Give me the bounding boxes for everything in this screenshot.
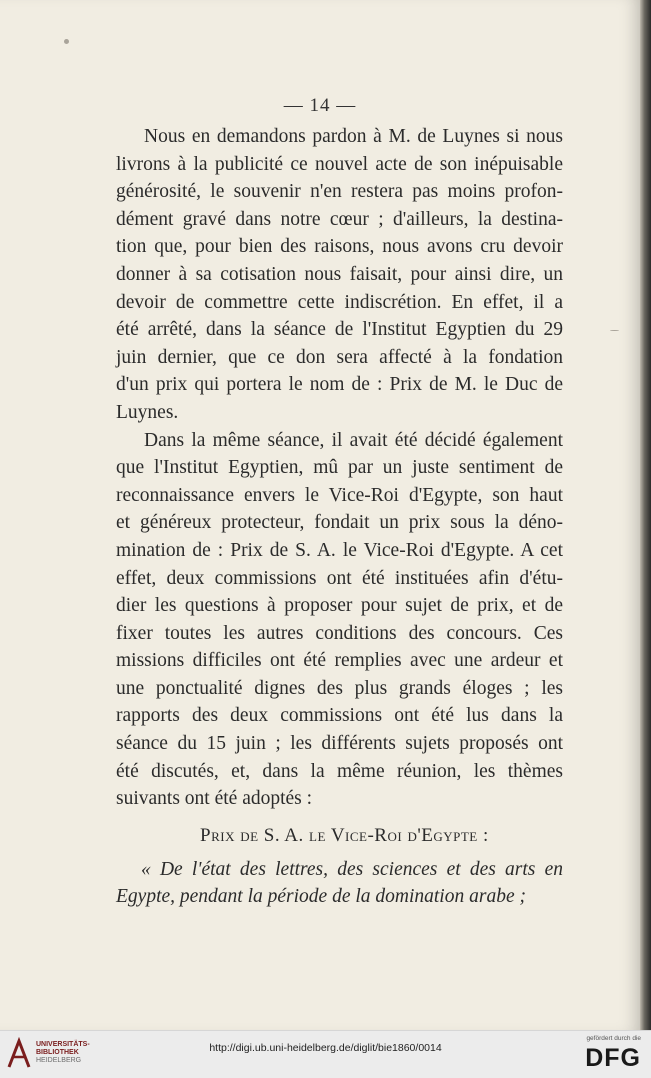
text-line: Nous en demandons pardon à M. de Luynes si nous <box>144 126 563 147</box>
permalink-url[interactable]: http://digi.ub.uni-heidelberg.de/diglit/bie1860/0014 <box>209 1042 442 1054</box>
italic-line: Egypte, pendant la période de la domination arabe ; <box>116 886 526 908</box>
library-name-line: UNIVERSITÄTS- <box>36 1041 90 1048</box>
body-text <box>116 123 563 911</box>
text-line: générosité, le souvenir n'en restera pas moins profon- <box>116 181 563 203</box>
text-line: livrons à la publicité ce nouvel acte de son inépuisable <box>116 153 563 175</box>
text-line: d'un prix qui portera le nom de : Prix de M. le Duc de <box>116 374 563 396</box>
book-gutter <box>640 0 651 1030</box>
text-line: missions difficiles ont été remplies avec une ardeur et <box>116 650 563 672</box>
dfg-logo[interactable]: DFG <box>585 1044 641 1072</box>
text-line: devoir de commettre cette indiscrétion. En effet, il a <box>116 291 563 313</box>
library-name-line: HEIDELBERG <box>36 1057 82 1064</box>
text-line: que l'Institut Egyptien, mû par un juste sentiment de <box>116 457 563 479</box>
text-line: mination de : Prix de S. A. le Vice-Roi d'Egypte. A cet <box>116 539 563 561</box>
text-line: suivants ont été adoptés : <box>116 788 313 810</box>
section-heading: Prix de S. A. le Vice-Roi d'Egypte : <box>200 824 489 846</box>
text-line: tion que, pour bien des raisons, nous avons cru devoir <box>116 236 563 258</box>
funded-by-label: gefördert durch die <box>586 1035 641 1042</box>
viewer-footer <box>0 1030 651 1078</box>
library-name-line: BIBLIOTHEK <box>36 1049 79 1056</box>
text-line: et généreux protecteur, fondait un prix sous la déno- <box>116 512 563 534</box>
text-line: juin dernier, que ce don sera affecté à la fondation <box>116 346 563 368</box>
text-line: rapports des deux commissions ont été lus dans la <box>116 705 563 727</box>
page-number: — 14 — <box>283 95 357 116</box>
text-line: dément gravé dans notre cœur ; d'ailleurs, la destina- <box>116 208 563 230</box>
paper-mark <box>610 330 619 331</box>
text-line: été discutés, et, dans la même réunion, les thèmes <box>116 760 563 782</box>
text-line: une ponctualité dignes des plus grands éloges ; les <box>116 677 563 699</box>
text-line: Luynes. <box>116 401 179 423</box>
paper-speck <box>64 39 69 44</box>
text-line: dier les questions à proposer pour sujet de prix, et de <box>116 595 563 617</box>
text-line: Dans la même séance, il avait été décidé également <box>144 429 563 451</box>
text-line: donner à sa cotisation nous faisait, pour ainsi dire, un <box>116 263 563 285</box>
text-line: effet, deux commissions ont été instituées afin d'étu- <box>116 567 563 589</box>
italic-line: « De l'état des lettres, des sciences et des arts en <box>141 858 563 880</box>
text-line: été arrêté, dans la séance de l'Institut Egyptien du 29 <box>116 319 563 341</box>
text-line: séance du 15 juin ; les différents sujets proposés ont <box>116 733 563 755</box>
text-line: fixer toutes les autres conditions des concours. Ces <box>116 622 563 644</box>
text-line: reconnaissance envers le Vice-Roi d'Egypte, son haut <box>116 484 563 506</box>
